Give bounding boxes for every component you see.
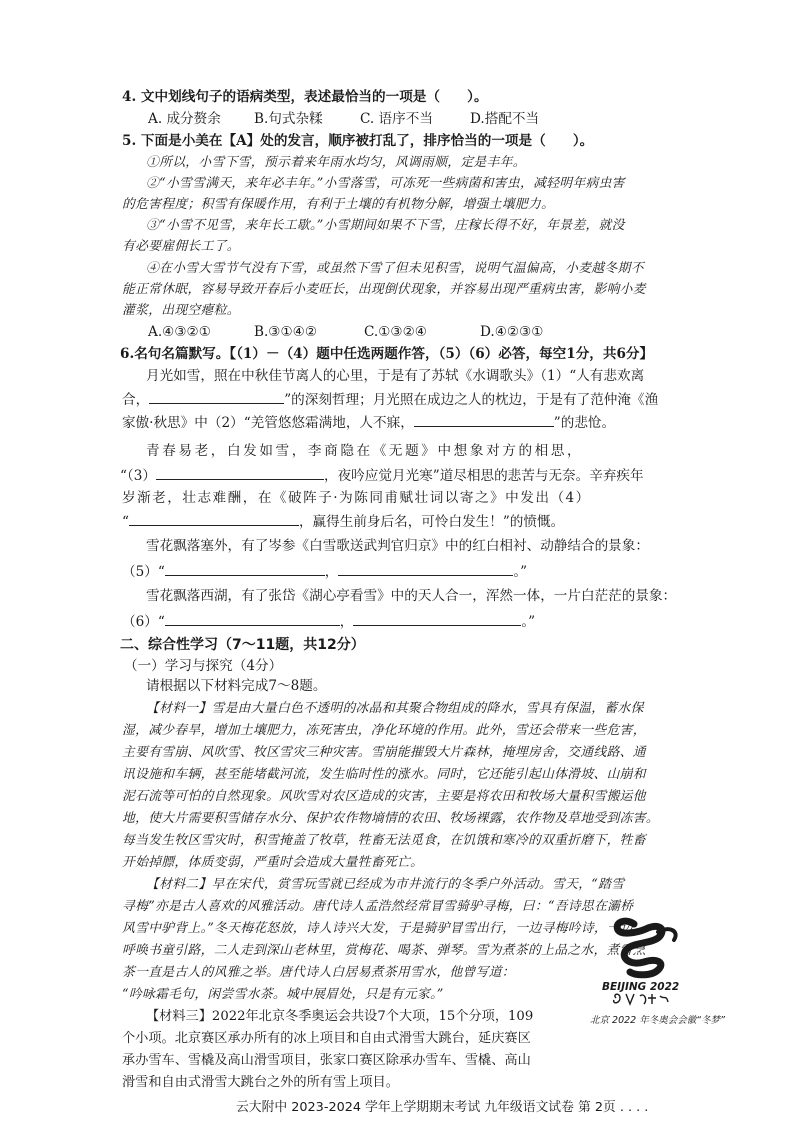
material-1-line: 地，使大片需要积雪储存水分、保护农作物墒情的农田、牧场裸露，农作物及草地受到冻害。	[122, 811, 659, 826]
material-2-line: “吟咏霜毛句，闲尝雪水茶。城中展眉处，只是有元家。”	[122, 987, 444, 1002]
section-2-intro: 请根据以下材料完成7～8题。	[146, 678, 327, 694]
q6-p2-line1: 青春易老，白发如雪，李商隐在《无题》中想象对方的相思，	[146, 443, 584, 459]
q6-p4-line1: 雪花飘落西湖，有了张岱《湖心亭看雪》中的天人合一，浑然一体，一片白茫茫的景象：	[146, 588, 677, 604]
material-1-line: 每当发生牧区雪灾时，积雪掩盖了牧草，牲畜无法觅食，在饥饿和寒冷的双重折磨下，牲畜	[122, 833, 646, 848]
material-2-line: 风雪中驴背上。”冬天梅花怒放，诗人诗兴大发，于是骑驴冒雪出行，一边寻梅吟诗，一边	[122, 921, 634, 936]
q6-p3-line2-pre: （5）“	[122, 564, 165, 580]
q4-option-d: D.搭配不当	[470, 111, 540, 127]
q6-p1-line3-pre: 家傲·秋思》中（2）“羌管悠悠霜满地，人不寐，	[122, 415, 414, 431]
q6-p1-line2-pre: 合，	[122, 392, 150, 408]
q5-sentence-4b: 能正常休眠，容易导致开春后小麦旺长，出现倒伏现象，并容易出现严重病虫害，影响小麦	[122, 282, 646, 297]
q6-p3-line2	[122, 562, 527, 582]
q5-option-b: B.③①④②	[254, 324, 318, 340]
q6-p4-line2-post: 。”	[521, 614, 536, 630]
q4-stem: 4. 文中划线句子的语病类型，表述最恰当的一项是（ ）。	[122, 89, 488, 105]
q6-stem: 6.名句名篇默写。【（1）－（4）题中任选两题作答，（5）（6）必答，每空1分，共6分】	[120, 346, 654, 362]
material-2-line: 茶一直是古人的风雅之举。唐代诗人白居易煮茶用雪水，他曾写道：	[122, 965, 515, 980]
material-1-line: 【材料一】雪是由大量白色不透明的冰晶和其聚合物组成的降水，雪具有保温，蓄水保	[146, 701, 644, 716]
q5-stem: 5. 下面是小美在【A】处的发言，顺序被打乱了，排序恰当的一项是（ ）。	[122, 133, 594, 149]
q5-sentence-4c: 灌浆，出现空瘪粒。	[122, 303, 240, 318]
q4-option-a: A. 成分赘余	[148, 111, 221, 127]
answer-blank-1[interactable]	[149, 390, 284, 404]
q5-sentence-3a: ③“小雪不见雪，来年长工歇。”小雪期间如果不下雪，庄稼长得不好，年景差，就没	[146, 218, 625, 233]
q6-p1-line3-post: ”的悲怆。	[553, 415, 616, 431]
answer-blank-6b[interactable]	[353, 612, 521, 626]
q5-sentence-4a: ④在小雪大雪节气没有下雪，或虽然下雪了但未见积雪，说明气温偏高，小麦越冬期不	[146, 261, 644, 276]
material-1-line: 泥石流等可怕的自然现象。风吹雪对农区造成的灾害，主要是将农田和牧场大量积雪搬运他	[122, 789, 646, 804]
q6-p2-line2-pre: “（3）	[120, 468, 156, 484]
q5-sentence-3b: 有必要雇佣长工了。	[122, 239, 240, 254]
q6-p3-line2-mid: ，	[324, 564, 339, 580]
section-2-subtitle: （一）学习与探究（4分）	[124, 658, 283, 674]
q5-option-c: C.①③②④	[364, 324, 427, 340]
q5-option-a: A.④③②①	[148, 324, 211, 340]
material-1-line: 开始掉膘，体质变弱，严重时会造成大量牲畜死亡。	[122, 855, 424, 870]
material-3-line: 滑雪和自由式滑雪大跳台之外的所有雪上项目。	[122, 1075, 399, 1090]
q6-p4-line2-mid: ，	[339, 614, 354, 630]
q6-p4-line2-pre: （6）“	[122, 614, 165, 630]
material-3-line: 承办雪车、雪橇及高山滑雪项目，张家口赛区除承办雪车、雪橇、高山	[122, 1053, 531, 1068]
q6-p2-line4	[122, 512, 564, 532]
q6-p2-line3: 岁渐老，壮志难酬，在《破阵子·为陈同甫赋壮词以寄之》中发出（4）	[122, 490, 591, 506]
material-2-line: 寻梅”亦是古人喜欢的风雅活动。唐代诗人孟浩然经常冒雪骑驴寻梅，曰：“吾诗思在灞桥	[122, 899, 634, 914]
q6-p2-line2	[120, 466, 644, 486]
q6-p2-line4-pre: “	[122, 514, 129, 530]
q5-sentence-2a: ②“小雪雪满天，来年必丰年。”小雪落雪，可冻死一些病菌和害虫，减轻明年病虫害	[146, 176, 625, 191]
q5-sentence-1: ①所以，小雪下雪，预示着来年雨水均匀，风调雨顺，定是丰年。	[146, 155, 526, 170]
q5-sentence-2b: 的危害程度；积雪有保暖作用，有利于土壤的有机物分解，增强土壤肥力。	[122, 197, 555, 212]
answer-blank-4[interactable]	[129, 512, 299, 526]
q6-p2-line4-post: ，赢得生前身后名，可怜白发生！”的愤慨。	[298, 514, 565, 530]
emblem-wordmark: BEIJING 2022	[602, 981, 680, 993]
answer-blank-2[interactable]	[414, 413, 554, 427]
section-2-title: 二、综合性学习（7～11题，共12分）	[120, 637, 365, 653]
answer-blank-5b[interactable]	[338, 562, 513, 576]
material-2-line: 呼唤书童引路，二人走到深山老林里，赏梅花、喝茶、弹琴。雪为煮茶的上品之水，煮雪烹	[122, 943, 646, 958]
material-3-line: 【材料三】2022年北京冬季奥运会共设7个大项，15个分项，109	[146, 1009, 534, 1024]
answer-blank-3[interactable]	[156, 466, 324, 480]
answer-blank-5a[interactable]	[165, 562, 325, 576]
q6-p1-line3	[122, 413, 615, 433]
page-footer: 云大附中 2023-2024 学年上学期期末考试 九年级语文试卷 第 2页 . . . .	[236, 1100, 649, 1115]
q5-option-d: D.④②③①	[480, 324, 544, 340]
q6-p1-line1: 月光如雪，照在中秋佳节离人的心里，于是有了苏轼《水调歌头》（1）“人有悲欢离	[146, 368, 645, 384]
q4-option-c: C. 语序不当	[360, 111, 433, 127]
q6-p3-line2-post: 。”	[513, 564, 528, 580]
q6-p3-line1: 雪花飘落塞外，有了岑参《白雪歌送武判官归京》中的红白相衬、动静结合的景象：	[146, 538, 649, 554]
q6-p1-line2-post: ”的深刻哲理；月光照在成边之人的枕边，于是有了范仲淹《渔	[284, 392, 659, 408]
emblem-caption: 北京 2022 年冬奥会会徽“冬梦”	[590, 1015, 726, 1026]
q6-p4-line2	[122, 612, 535, 632]
answer-blank-6a[interactable]	[165, 612, 340, 626]
material-1-line: 讯设施和车辆，甚至能堵截河流，发生临时性的涨水。同时，它还能引起山体滑坡、山崩和	[122, 767, 646, 782]
material-2-line: 【材料二】早在宋代，赏雪玩雪就已经成为市井流行的冬季户外活动。雪天，“踏雪	[146, 877, 625, 892]
material-3-line: 个小项。北京赛区承办所有的冰上项目和自由式滑雪大跳台，延庆赛区	[122, 1031, 531, 1046]
material-1-line: 主要有雪崩、风吹雪、牧区雪灾三种灾害。雪崩能摧毁大片森林，掩埋房舍，交通线路、通	[122, 745, 646, 760]
q6-p2-line2-post: ，夜吟应觉月光寒”道尽相思的悲苦与无奈。辛弃疾年	[324, 468, 644, 484]
winter-dream-emblem-icon	[596, 914, 700, 1008]
q6-p1-line2	[122, 390, 658, 410]
material-1-line: 湿，减少春旱，增加土壤肥力，冻死害虫，净化环境的作用。此外，雪还会带来一些危害，	[122, 723, 646, 738]
q4-option-b: B.句式杂糅	[254, 111, 323, 127]
